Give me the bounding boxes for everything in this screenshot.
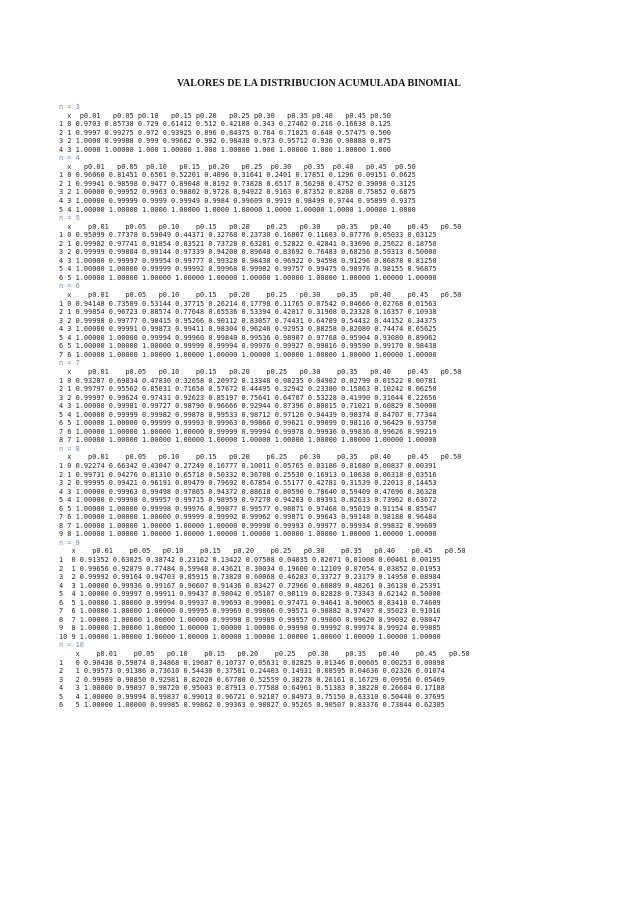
column-header-row: x p0.01 p0.05 p0.10 p0.15 p0.20 p0.25 p0.30 p0.35 p0.40 p0.45 p0.50 [59,453,462,462]
table-row: 5 4 1.00000 1.00000 0.99994 0.99960 0.99840 0.99536 0.98907 0.97768 0.95904 0.93080 0.89062 [59,333,437,342]
table-row: 6 5 1.00000 1.00000 0.99998 0.99976 0.99877 0.99577 0.98871 0.97468 0.95019 0.91154 0.85547 [59,504,437,513]
sample-size-label: n = 4 [59,154,80,163]
column-header-row: x p0.01 p0.05 p0.10 p0.15 p0.20 p0.25 p0.30 p0.35 p0.40 p0.45 p0.50 [59,222,462,231]
table-row: 2 1 0.99854 0.96723 0.88574 0.77648 0.65536 0.53394 0.42017 0.31908 0.23328 0.16357 0.10938 [59,308,437,317]
table-section [59,359,619,444]
table-row: 4 3 1.00000 0.99997 0.99954 0.99777 0.99328 0.98438 0.96922 0.94598 0.91296 0.86878 0.81250 [59,256,437,265]
table-row: 7 6 1.00000 1.00000 1.00000 1.00000 1.00000 1.00000 1.00000 1.00000 1.00000 1.00000 1.00000 [59,350,437,359]
table-row: 8 7 1.00000 1.00000 1.00000 1.00000 0.99998 0.99989 0.99957 0.99860 0.99620 0.99092 0.98047 [59,615,441,624]
table-row: 1 0 0.90438 0.59874 0.34868 0.19687 0.10737 0.05631 0.02825 0.01346 0.00605 0.00253 0.00098 [59,658,445,667]
table-row: 6 5 1.00000 1.00000 1.00000 1.00000 1.00000 1.00000 1.00000 1.00000 1.00000 1.00000 1.00000 [59,273,437,282]
table-row: 5 4 1.00000 0.99999 0.99982 0.99878 0.99533 0.98712 0.97120 0.94439 0.90374 0.84707 0.77344 [59,410,437,419]
table-row: 3 2 0.99992 0.99164 0.94703 0.85915 0.73820 0.60068 0.46283 0.33727 0.23179 0.14950 0.08984 [59,573,441,582]
table-section [59,214,619,282]
table-row: 3 2 0.99999 0.99884 0.99144 0.97339 0.94208 0.89648 0.83692 0.76483 0.68256 0.59313 0.50000 [59,248,437,257]
table-section [59,539,619,642]
table-row: 3 2 1.00000 0.99952 0.9963 0.98802 0.9728 0.94922 0.9163 0.87352 0.8208 0.75852 0.6875 [59,188,416,197]
sample-size-label: n = 10 [59,641,84,650]
column-header-row: x p0.01 p0.05 p0.10 p0.15 p0.20 p0.25 p0.30 p0.35 p0.40 p0.45 p0.50 [59,547,466,556]
table-section [59,445,619,539]
table-row: 5 4 1.00000 0.99997 0.99911 0.99437 0.98042 0.95107 0.90119 0.82828 0.73343 0.62142 0.50000 [59,590,441,599]
table-row: 7 6 1.00000 1.00000 1.00000 1.00000 0.99999 0.99994 0.99978 0.99936 0.99836 0.99626 0.99219 [59,427,437,436]
table-row: 6 5 1.00000 1.00000 0.99985 0.99862 0.99363 0.98027 0.95265 0.90507 0.83376 0.73844 0.62305 [59,701,445,710]
table-row: 3 2 0.99995 0.99421 0.96191 0.89479 0.79692 0.67854 0.55177 0.42781 0.31539 0.22013 0.14453 [59,479,437,488]
table-row: 4 3 1.0000 1.00000 1.000 1.00000 1.000 1.00000 1.000 1.00000 1.000 1.00000 1.000 [59,145,391,154]
column-header-row: x p0.01 p0.05 p0.10 p0.15 p0.20 p0.25 p0.30 p0.35 p0.40 p0.45 p0.50 [59,162,416,171]
table-row: 9 8 1.00000 1.00000 1.00000 1.00000 1.00000 1.00000 1.00000 1.00000 1.00000 1.00000 1.00000 [59,530,437,539]
table-row: 6 5 1.00000 1.00000 0.99994 0.99937 0.99693 0.99001 0.97471 0.94641 0.90065 0.83418 0.74609 [59,598,441,607]
column-header-row: x p0.01 p0.05 p0.10 p0.15 p0.20 p0.25 p0.30 p0.35 p0.40 p0.45 p0.50 [59,111,391,120]
table-row: 6 5 1.00000 1.00000 0.99999 0.99993 0.99963 0.99866 0.99621 0.99099 0.98116 0.96429 0.93750 [59,419,437,428]
table-row: 3 2 0.99998 0.99777 0.98415 0.95266 0.90112 0.83057 0.74431 0.64709 0.54432 0.44152 0.34375 [59,316,437,325]
table-row: 1 0 0.95099 0.77378 0.59049 0.44371 0.32768 0.23730 0.16807 0.11603 0.07776 0.05033 0.03125 [59,231,437,240]
table-row: 1 0 0.93207 0.69834 0.47830 0.32058 0.20972 0.13348 0.08235 0.04902 0.02799 0.01522 0.00781 [59,376,437,385]
table-section [59,282,619,359]
column-header-row: x p0.01 p0.05 p0.10 p0.15 p0.20 p0.25 p0.30 p0.35 p0.40 p0.45 p0.50 [59,367,462,376]
sample-size-label: n = 9 [59,538,80,547]
table-row: 9 8 1.00000 1.00000 1.00000 1.00000 1.00000 1.00000 0.99998 0.99992 0.99974 0.99924 0.99805 [59,624,441,633]
table-section [59,103,619,154]
table-row: 2 1 0.99902 0.97741 0.91854 0.83521 0.73728 0.63281 0.52822 0.42841 0.33696 0.25622 0.18750 [59,239,437,248]
table-row: 2 1 0.99656 0.92879 0.77484 0.59948 0.43621 0.30034 0.19600 0.12109 0.07054 0.03852 0.01953 [59,564,441,573]
table-row: 4 3 1.00000 0.99963 0.99498 0.97865 0.94372 0.88618 0.80590 0.70640 0.59409 0.47696 0.36328 [59,487,437,496]
table-row: 4 3 1.00000 0.99936 0.99167 0.96607 0.91436 0.83427 0.72966 0.60889 0.48261 0.36138 0.25391 [59,581,441,590]
table-row: 3 2 0.99989 0.98850 0.92981 0.82020 0.67780 0.52559 0.38278 0.26161 0.16729 0.09956 0.05469 [59,675,445,684]
table-row: 8 7 1.00000 1.00000 1.00000 1.00000 1.00000 1.00000 1.00000 1.00000 1.00000 1.00000 1.00000 [59,436,437,445]
table-row: 1 0 0.92274 0.66342 0.43047 0.27249 0.16777 0.10011 0.05765 0.03186 0.01680 0.00837 0.00391 [59,461,437,470]
table-row: 7 6 1.00000 1.00000 1.00000 0.99999 0.99992 0.99962 0.99871 0.99643 0.99148 0.98188 0.96484 [59,513,437,522]
table-row: 5 4 1.00000 0.99994 0.99837 0.99013 0.96721 0.92187 0.84973 0.75150 0.63310 0.50440 0.37695 [59,692,445,701]
sample-size-label: n = 7 [59,359,80,368]
table-row: 5 4 1.00000 0.99998 0.99957 0.99715 0.98959 0.97270 0.94203 0.89391 0.82633 0.73962 0.63672 [59,496,437,505]
table-row: 2 1 0.99731 0.94276 0.81310 0.65718 0.50332 0.36708 0.25530 0.16913 0.10638 0.06318 0.03516 [59,470,437,479]
binomial-table-listing [59,103,619,710]
sample-size-label: n = 8 [59,444,80,453]
sample-size-label: n = 6 [59,282,80,291]
sample-size-label: n = 5 [59,214,80,223]
table-row: 6 5 1.00000 1.00000 1.00000 0.99999 0.99994 0.99976 0.99927 0.99816 0.99590 0.99170 0.98438 [59,342,437,351]
document-title: VALORES DE LA DISTRIBUCION ACUMULADA BINOMIAL [176,78,462,89]
table-section [59,641,619,709]
table-row: 4 3 1.00000 0.99991 0.99873 0.99411 0.98304 0.96240 0.92953 0.88258 0.82080 0.74474 0.65625 [59,325,437,334]
table-row: 2 1 0.99941 0.98598 0.9477 0.89048 0.8192 0.73828 0.6517 0.56298 0.4752 0.39098 0.3125 [59,179,416,188]
table-row: 10 9 1.00000 1.00000 1.00000 1.00000 1.00000 1.00000 1.00000 1.00000 1.00000 1.00000 1.00000 [59,632,441,641]
table-row: 7 6 1.00000 1.00000 1.00000 0.99995 0.99969 0.99866 0.99571 0.98882 0.97497 0.95023 0.91016 [59,607,441,616]
table-row: 1 0 0.96060 0.81451 0.6561 0.52201 0.4096 0.31641 0.2401 0.17851 0.1296 0.09151 0.0625 [59,171,416,180]
table-row: 4 3 1.00000 0.99981 0.99727 0.98790 0.96666 0.92944 0.87396 0.80015 0.71021 0.60829 0.50000 [59,402,437,411]
table-row: 2 1 0.99797 0.95562 0.85031 0.71658 0.57672 0.44495 0.32942 0.23380 0.15863 0.10242 0.06250 [59,385,437,394]
table-row: 3 2 1.0000 0.99988 0.999 0.99662 0.992 0.98438 0.973 0.95712 0.936 0.90888 0.875 [59,137,391,146]
table-section [59,154,619,214]
column-header-row: x p0.01 p0.05 p0.10 p0.15 p0.20 p0.25 p0.30 p0.35 p0.40 p0.45 p0.50 [59,650,470,658]
table-row: 4 3 1.00000 0.99897 0.98720 0.95003 0.87913 0.77588 0.64961 0.51383 0.38228 0.26604 0.17188 [59,684,445,693]
table-row: 1 0 0.9703 0.85738 0.729 0.61412 0.512 0.42188 0.343 0.27462 0.216 0.16638 0.125 [59,120,391,129]
table-row: 3 2 0.99997 0.99624 0.97431 0.92623 0.85197 0.75641 0.64707 0.53228 0.41990 0.31644 0.22656 [59,393,437,402]
table-row: 2 1 0.99573 0.91386 0.73610 0.54430 0.37581 0.24403 0.14931 0.08595 0.04636 0.02326 0.01074 [59,667,445,676]
table-row: 1 0 0.94148 0.73509 0.53144 0.37715 0.26214 0.17798 0.11765 0.07542 0.04666 0.02768 0.01563 [59,299,437,308]
table-row: 2 1 0.9997 0.99275 0.972 0.93925 0.896 0.84375 0.784 0.71825 0.648 0.57475 0.500 [59,128,391,137]
table-row: 4 3 1.00000 0.99999 0.9999 0.99949 0.9984 0.99609 0.9919 0.98499 0.9744 0.95899 0.9375 [59,197,416,206]
table-row: 5 4 1.00000 1.00000 0.99999 0.99992 0.99968 0.99902 0.99757 0.99475 0.98976 0.98155 0.96875 [59,265,437,274]
table-row: 5 4 1.00000 1.00000 1.0000 1.00000 1.0000 1.00000 1.0000 1.00000 1.0000 1.00000 1.0000 [59,205,416,214]
table-row: 8 7 1.00000 1.00000 1.00000 1.00000 1.00000 0.99998 0.99993 0.99977 0.99934 0.99832 0.99609 [59,521,437,530]
sample-size-label: n = 3 [59,103,80,111]
column-header-row: x p0.01 p0.05 p0.10 p0.15 p0.20 p0.25 p0.30 p0.35 p0.40 p0.45 p0.50 [59,291,462,300]
table-row: 1 0 0.91352 0.63025 0.38742 0.23162 0.13422 0.07508 0.04035 0.02071 0.01008 0.00461 0.00195 [59,555,441,564]
